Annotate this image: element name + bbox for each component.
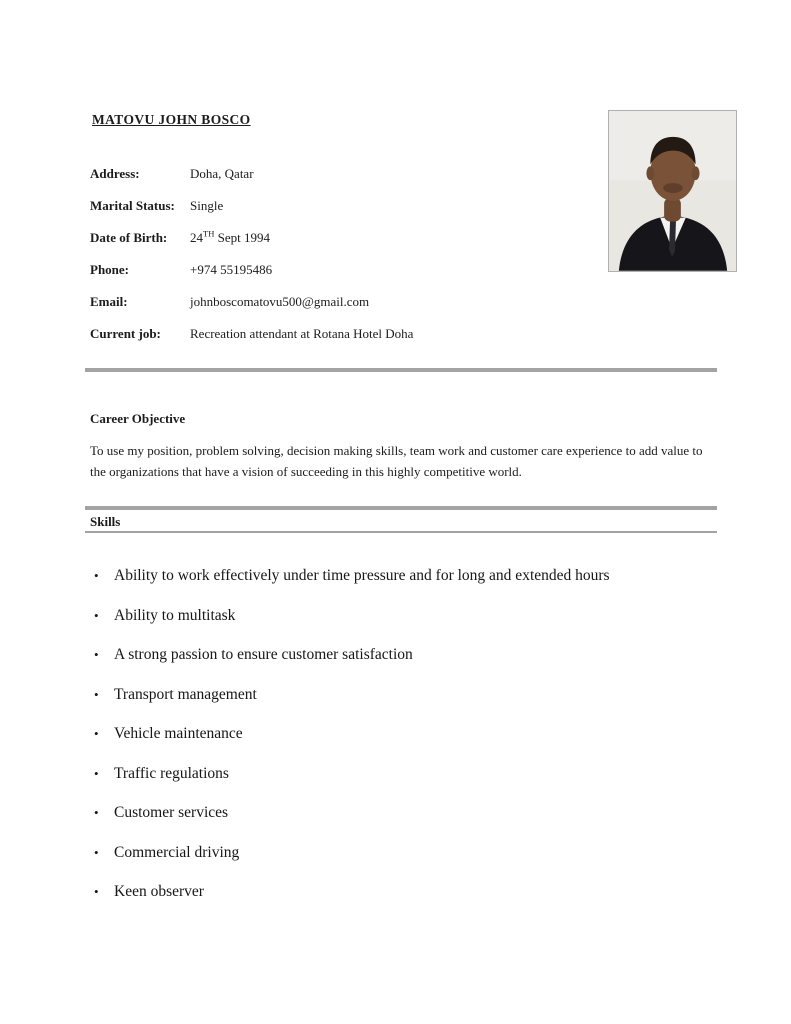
skill-list-item	[90, 803, 710, 823]
contact-value: Recreation attendant at Rotana Hotel Doha	[190, 326, 414, 341]
skill-text: Traffic regulations	[114, 764, 229, 782]
contact-value: Doha, Qatar	[190, 166, 254, 181]
contact-label: Current job:	[90, 326, 161, 341]
section-divider	[85, 531, 717, 533]
career-objective-heading: Career Objective	[90, 411, 186, 426]
skill-text: Customer services	[114, 804, 229, 821]
career-objective-text: To use my position, problem solving, decision making skills, team work and customer care experience to add value to the organizations that have a vision of succeeding in this highly competitive world.	[90, 443, 703, 479]
bullet-icon: •	[94, 805, 99, 820]
contact-row-marital-status	[90, 190, 590, 222]
contact-label: Email:	[90, 294, 128, 309]
skill-list-item	[90, 724, 710, 744]
skill-text: Vehicle maintenance	[114, 725, 243, 742]
dob-ordinal: TH	[203, 228, 215, 239]
contact-label: Date of Birth:	[90, 230, 168, 245]
portrait-photo	[608, 110, 737, 272]
skill-list-item	[90, 645, 710, 665]
bullet-icon: •	[94, 647, 99, 662]
bullet-icon: •	[94, 607, 99, 623]
dob-day: 24	[190, 230, 203, 245]
skill-list-item	[90, 606, 710, 626]
bullet-icon: •	[94, 726, 99, 741]
bullet-icon: •	[94, 765, 99, 781]
contact-value: Single	[190, 198, 224, 213]
bullet-icon: •	[94, 568, 99, 583]
contact-info	[90, 158, 590, 350]
contact-row-address	[90, 158, 590, 190]
skill-list-item	[90, 764, 710, 784]
skill-list-item	[90, 882, 710, 902]
skill-list-item	[90, 566, 710, 586]
section-divider	[85, 506, 717, 510]
contact-row-current-job	[90, 318, 590, 350]
contact-row-email	[90, 286, 590, 318]
skill-list-item	[90, 685, 710, 705]
bullet-icon: •	[94, 844, 99, 860]
skill-text: Keen observer	[114, 883, 204, 900]
contact-label: Marital Status:	[90, 198, 175, 213]
contact-value-email: johnboscomatovu500@gmail.com	[190, 294, 370, 309]
contact-value	[190, 230, 270, 246]
skill-list-item	[90, 843, 710, 863]
portrait-photo-graphic	[609, 111, 736, 271]
contact-label: Address:	[90, 166, 140, 181]
contact-row-phone	[90, 254, 590, 286]
bullet-icon: •	[94, 884, 99, 899]
section-divider	[85, 368, 717, 372]
dob-rest: Sept 1994	[214, 230, 270, 245]
skill-text: Transport management	[114, 685, 257, 703]
skills-list	[90, 566, 710, 922]
contact-row-date-of-birth	[90, 222, 590, 254]
contact-value: +974 55195486	[190, 262, 273, 277]
skill-text: Ability to multitask	[114, 606, 236, 624]
skill-text: Ability to work effectively under time pressure and for long and extended hours	[114, 567, 610, 584]
contact-label: Phone:	[90, 262, 129, 277]
skill-text: A strong passion to ensure customer satisfaction	[114, 646, 413, 663]
candidate-name: MATOVU JOHN BOSCO	[92, 112, 251, 127]
skills-heading: Skills	[90, 514, 121, 529]
bullet-icon: •	[94, 686, 99, 702]
skill-text: Commercial driving	[114, 843, 240, 861]
